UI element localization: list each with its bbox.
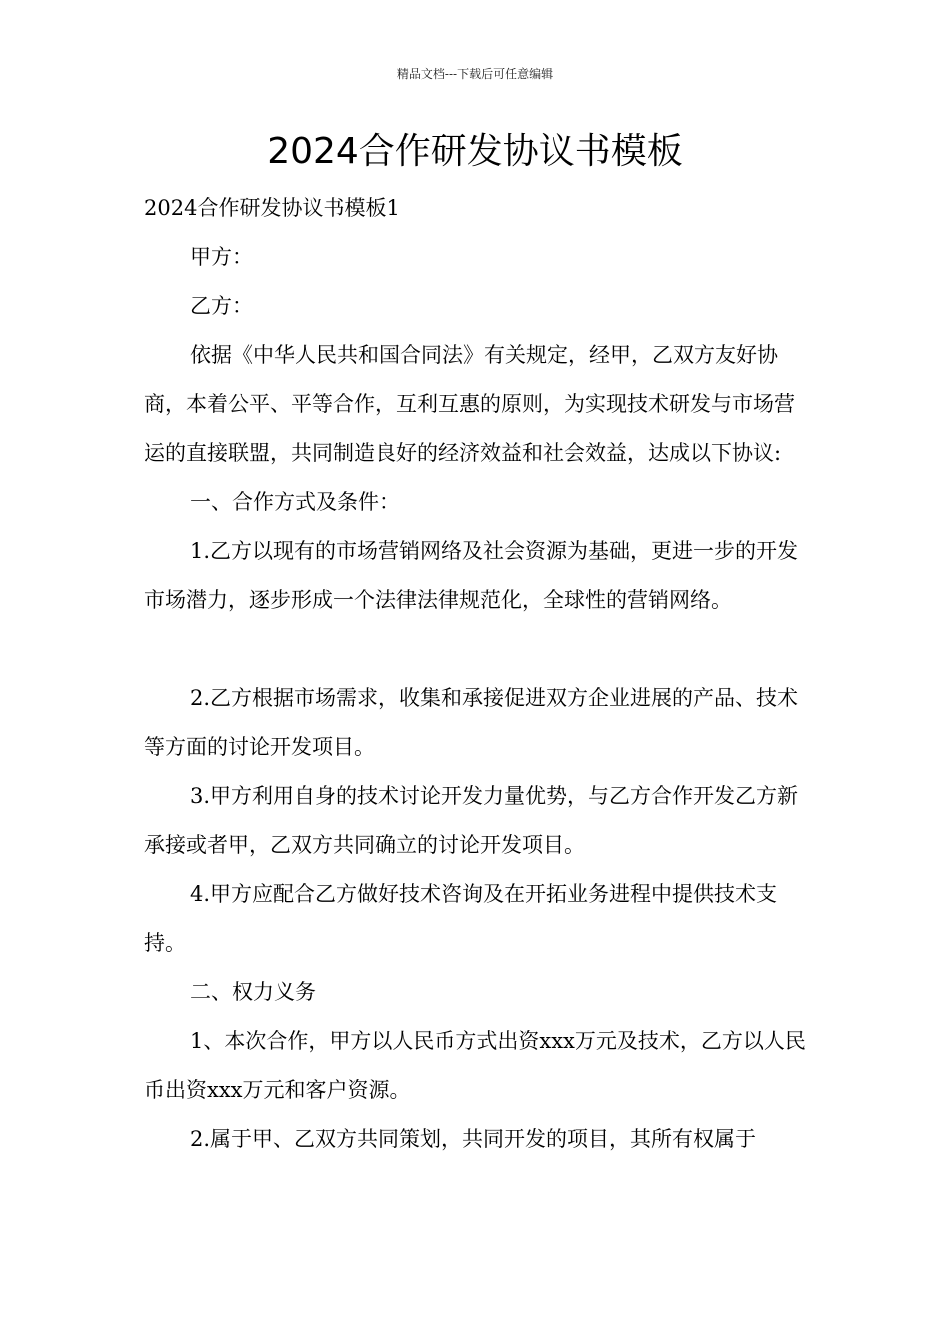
rights-item-1: 1、本次合作，甲方以人民币方式出资xxx万元及技术，乙方以人民币出资xxx万元和客户资源。 — [144, 1029, 806, 1102]
intro-paragraph: 依据《中华人民共和国合同法》有关规定，经甲，乙双方友好协商，本着公平、平等合作，互利互惠的原则，为实现技术研发与市场营运的直接联盟，共同制造良好的经济效益和社会效益，达成以下协议: — [144, 343, 795, 465]
section-heading-rights: 二、权力义务 — [190, 980, 316, 1004]
rights-item-2: 2.属于甲、乙双方共同策划，共同开发的项目，其所有权属于 — [190, 1127, 757, 1151]
page-header: 精品文档---下载后可任意编辑 — [396, 67, 554, 81]
section-heading-cooperation: 一、合作方式及条件： — [190, 490, 400, 514]
party-b-label: 乙方： — [190, 294, 253, 318]
document-subtitle: 2024合作研发协议书模板1 — [144, 196, 400, 220]
document-body — [144, 184, 808, 1164]
cooperation-item-1: 1.乙方以现有的市场营销网络及社会资源为基础，更进一步的开发市场潜力，逐步形成一个法律法律规范化，全球性的营销网络。 — [144, 539, 799, 612]
document-title: 2024合作研发协议书模板 — [267, 131, 683, 172]
cooperation-item-2: 2.乙方根据市场需求，收集和承接促进双方企业进展的产品、技术等方面的讨论开发项目。 — [144, 686, 799, 759]
paragraph-gap — [144, 625, 808, 674]
party-a-label: 甲方： — [190, 245, 253, 269]
cooperation-item-4: 4.甲方应配合乙方做好技术咨询及在开拓业务进程中提供技术支持。 — [144, 882, 778, 955]
cooperation-item-3: 3.甲方利用自身的技术讨论开发力量优势，与乙方合作开发乙方新承接或者甲，乙双方共同确立的讨论开发项目。 — [144, 784, 799, 857]
